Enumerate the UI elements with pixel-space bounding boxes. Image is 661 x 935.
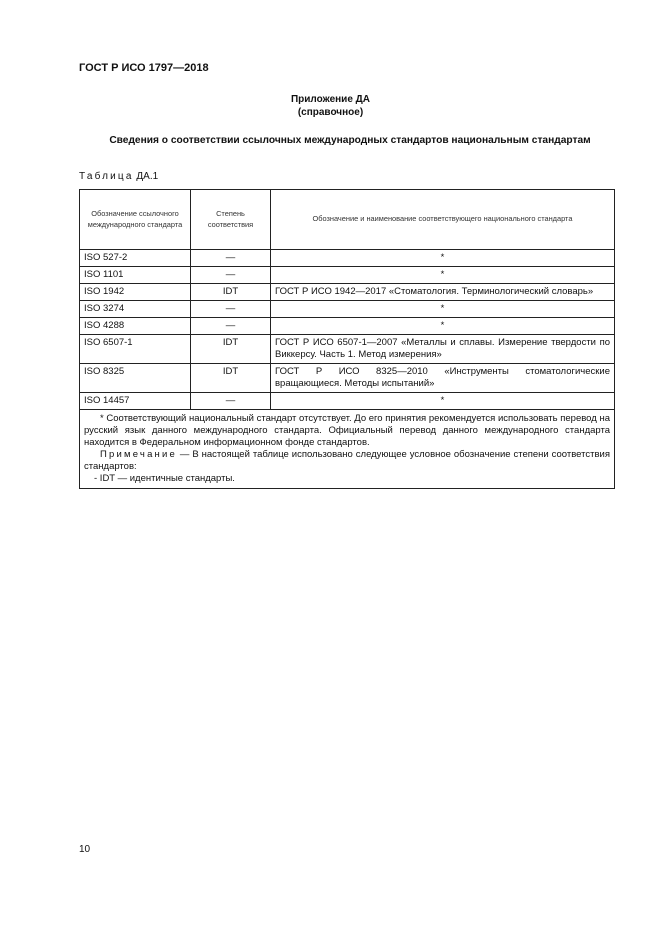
cell-degree: IDT: [191, 284, 271, 301]
table-footnote-row: [80, 410, 615, 489]
correspondence-table: [79, 189, 615, 489]
table-label: [79, 171, 158, 182]
cell-national: ГОСТ Р ИСО 6507-1—2007 «Металлы и сплавы. Измерение твердости по Виккерсу. Часть 1. Метод измерения»: [271, 335, 615, 364]
footnote-text: * Соответствующий национальный стандарт отсутствует. До его принятия рекомендуется использовать перевод на русский язык данного международного стандарта. Официальный перевод данного международного стандарта находится в Федеральном информационном фонде стандартов.: [84, 413, 610, 448]
cell-ref: ISO 14457: [80, 393, 191, 410]
cell-degree: —: [191, 250, 271, 267]
cell-degree: —: [191, 301, 271, 318]
cell-degree: IDT: [191, 335, 271, 364]
note-label: Примечание: [100, 449, 177, 460]
table-row: [80, 335, 615, 364]
annex-type: (справочное): [297, 107, 364, 118]
cell-national: ГОСТ Р ИСО 8325—2010 «Инструменты стоматологические вращающиеся. Методы испытаний»: [271, 364, 615, 393]
cell-national: *: [271, 301, 615, 318]
cell-national: ГОСТ Р ИСО 1942—2017 «Стоматология. Терминологический словарь»: [271, 284, 615, 301]
table-row: [80, 267, 615, 284]
cell-national: *: [271, 393, 615, 410]
cell-ref: ISO 8325: [80, 364, 191, 393]
table-row: [80, 393, 615, 410]
table-row: [80, 364, 615, 393]
cell-degree: —: [191, 393, 271, 410]
table-label-word: Таблица: [79, 171, 134, 182]
cell-national: *: [271, 318, 615, 335]
page-number: 10: [79, 844, 91, 855]
cell-ref: ISO 3274: [80, 301, 191, 318]
cell-degree: —: [191, 318, 271, 335]
cell-ref: ISO 4288: [80, 318, 191, 335]
cell-ref: ISO 1101: [80, 267, 191, 284]
header-degree: Степень соответствия: [191, 190, 271, 250]
table-footnote-cell: [80, 410, 615, 489]
table-row: [80, 318, 615, 335]
cell-ref: ISO 6507-1: [80, 335, 191, 364]
section-title: Сведения о соответствии ссылочных международных стандартов национальным стандартам: [109, 135, 591, 146]
note: [84, 449, 610, 473]
table-label-number: ДА.1: [136, 171, 159, 182]
annex-title: Приложение ДА: [290, 94, 371, 105]
note-text: — В настоящей таблице использовано следующее условное обозначение степени соответствия стандартов:: [84, 449, 610, 472]
table-row: [80, 284, 615, 301]
document-header: ГОСТ Р ИСО 1797—2018: [79, 62, 209, 74]
annex-heading: [0, 93, 661, 119]
cell-national: *: [271, 267, 615, 284]
table-row: [80, 250, 615, 267]
cell-ref: ISO 1942: [80, 284, 191, 301]
header-ref-standard: Обозначение ссылочного международного стандарта: [80, 190, 191, 250]
header-national-standard: Обозначение и наименование соответствующего национального стандарта: [271, 190, 615, 250]
table-header-row: [80, 190, 615, 250]
cell-degree: —: [191, 267, 271, 284]
cell-ref: ISO 527-2: [80, 250, 191, 267]
table-row: [80, 301, 615, 318]
cell-national: *: [271, 250, 615, 267]
cell-degree: IDT: [191, 364, 271, 393]
note-item: - IDT — идентичные стандарты.: [94, 473, 235, 484]
